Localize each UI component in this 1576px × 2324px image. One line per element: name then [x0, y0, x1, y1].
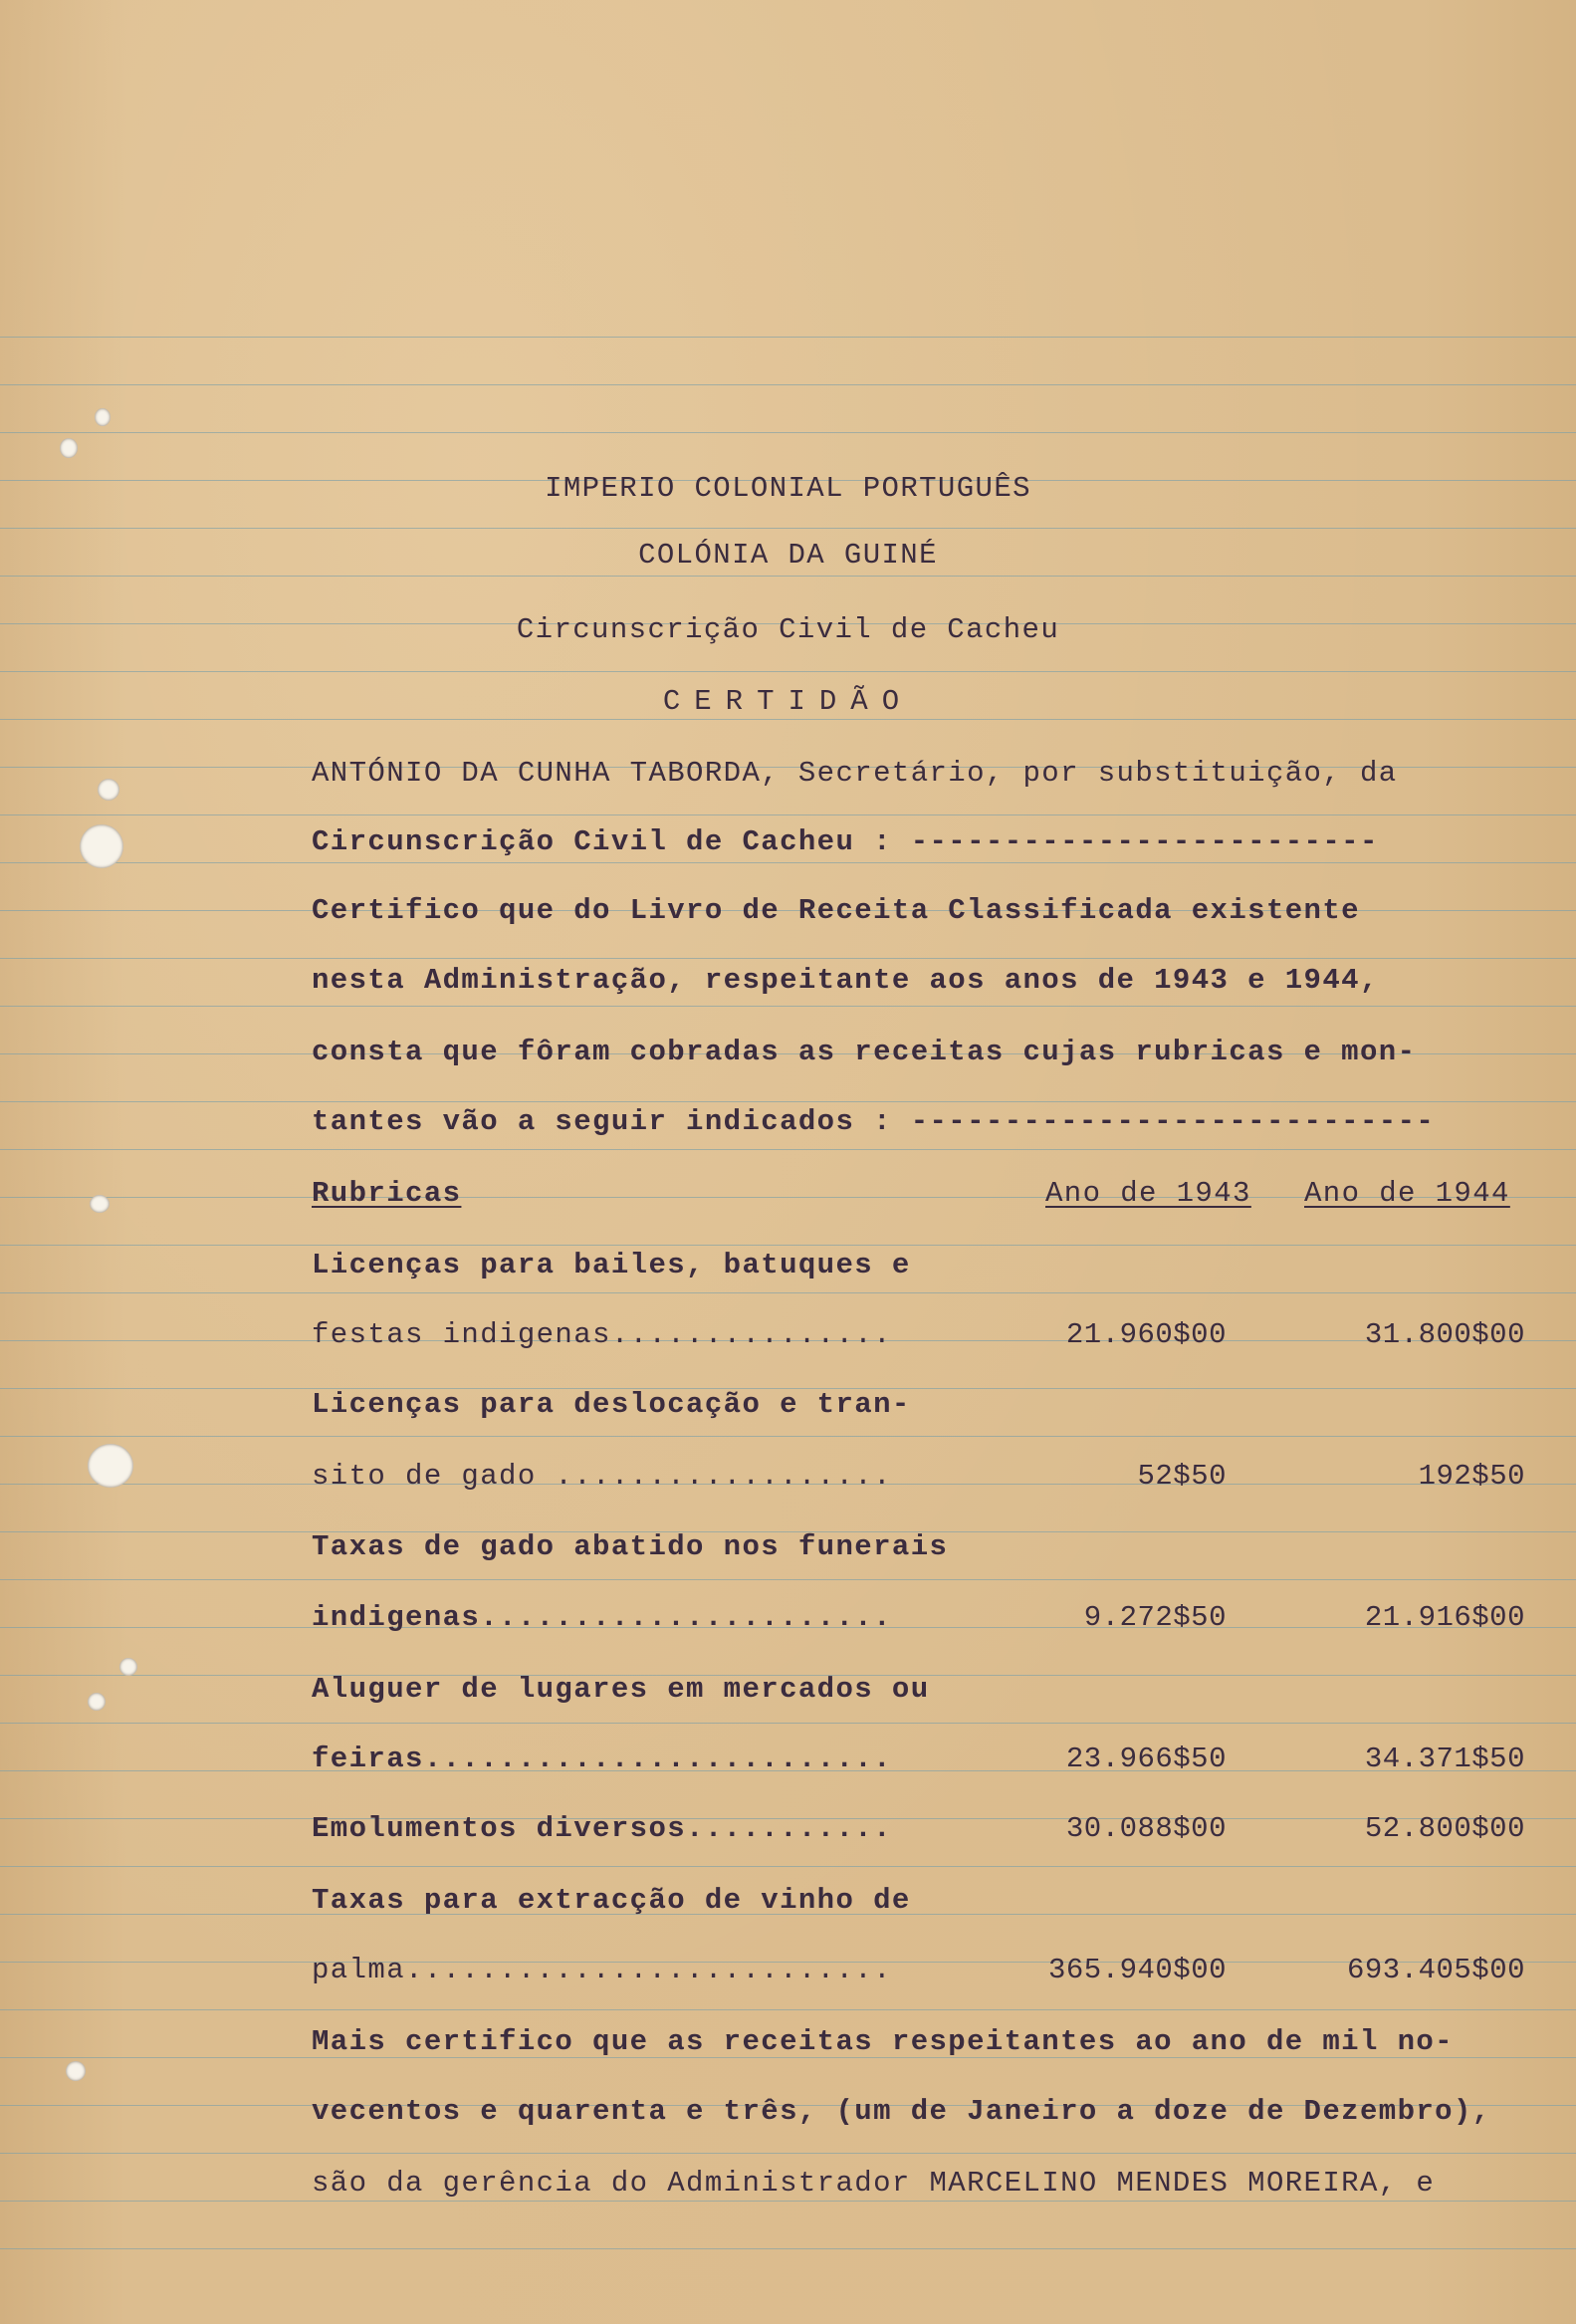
- column-header-1943: Ano de 1943: [1045, 1177, 1251, 1210]
- ruled-line: [0, 1436, 1576, 1437]
- ruled-line: [0, 1579, 1576, 1580]
- document-title: CERTIDÃO: [662, 685, 914, 718]
- value-1944: 34.371$50: [1364, 1743, 1525, 1775]
- intro-line: tantes vão a seguir indicados : ----------------------------: [312, 1105, 1436, 1138]
- intro-line: consta que fôram cobradas as receitas cujas rubricas e mon-: [312, 1036, 1417, 1068]
- value-1943: 30.088$00: [1065, 1812, 1227, 1845]
- ruled-line: [0, 1149, 1576, 1150]
- binder-hole: [60, 438, 78, 458]
- table-row-label: Taxas de gado abatido nos funerais: [312, 1530, 949, 1563]
- ruled-line: [0, 1006, 1576, 1007]
- header-empire: IMPERIO COLONIAL PORTUGUÊS: [545, 472, 1031, 505]
- column-header-1944: Ano de 1944: [1304, 1177, 1510, 1210]
- ruled-line: [0, 2201, 1576, 2202]
- value-1944: 31.800$00: [1364, 1318, 1525, 1351]
- table-row-label: festas indigenas...............: [312, 1318, 892, 1351]
- binder-hole: [95, 408, 111, 426]
- value-1944: 192$50: [1418, 1460, 1525, 1493]
- value-1944: 693.405$00: [1346, 1954, 1525, 1986]
- ruled-line: [0, 1101, 1576, 1102]
- value-1943: 52$50: [1137, 1460, 1227, 1493]
- table-row-label: Aluguer de lugares em mercados ou: [312, 1673, 930, 1706]
- binder-hole: [80, 824, 123, 868]
- value-1943: 9.272$50: [1083, 1601, 1227, 1634]
- binder-hole: [119, 1658, 137, 1676]
- value-1944: 52.800$00: [1364, 1812, 1525, 1845]
- value-1943: 365.940$00: [1047, 1954, 1227, 1986]
- ruled-line: [0, 862, 1576, 863]
- ruled-line: [0, 576, 1576, 577]
- value-1944: 21.916$00: [1364, 1601, 1525, 1634]
- table-row-label: Emolumentos diversos...........: [312, 1812, 892, 1845]
- intro-line: nesta Administração, respeitante aos anos de 1943 e 1944,: [312, 964, 1379, 997]
- table-row-label: Taxas para extracção de vinho de: [312, 1884, 911, 1917]
- ruled-line: [0, 432, 1576, 433]
- binder-hole: [88, 1444, 133, 1488]
- binder-hole: [88, 1693, 106, 1711]
- value-1943: 23.966$50: [1065, 1743, 1227, 1775]
- header-circumscription: Circunscrição Civil de Cacheu: [516, 613, 1060, 646]
- ruled-line: [0, 1245, 1576, 1246]
- ruled-line: [0, 719, 1576, 720]
- ruled-line: [0, 1866, 1576, 1867]
- binder-hole: [90, 1195, 110, 1213]
- ruled-line: [0, 384, 1576, 385]
- ruled-line: [0, 2153, 1576, 2154]
- intro-line: Circunscrição Civil de Cacheu : -------------------------: [312, 825, 1379, 858]
- ruled-line: [0, 1292, 1576, 1293]
- table-row-label: indigenas......................: [312, 1601, 892, 1634]
- table-row-label: Licenças para bailes, batuques e: [312, 1249, 911, 1281]
- ruled-line: [0, 671, 1576, 672]
- header-colony: COLÓNIA DA GUINÉ: [638, 539, 938, 572]
- value-1943: 21.960$00: [1065, 1318, 1227, 1351]
- binder-hole: [98, 779, 119, 801]
- ruled-line: [0, 2009, 1576, 2010]
- table-row-label: palma..........................: [312, 1954, 892, 1986]
- ruled-line: [0, 814, 1576, 815]
- closing-line: vecentos e quarenta e três, (um de Janeiro a doze de Dezembro),: [312, 2095, 1491, 2128]
- ruled-line: [0, 337, 1576, 338]
- intro-line: ANTÓNIO DA CUNHA TABORDA, Secretário, por substituição, da: [312, 757, 1398, 790]
- ruled-line: [0, 958, 1576, 959]
- closing-line: são da gerência do Administrador MARCELINO MENDES MOREIRA, e: [312, 2167, 1436, 2200]
- ruled-line: [0, 1723, 1576, 1724]
- table-row-label: feiras.........................: [312, 1743, 892, 1775]
- ruled-line: [0, 2248, 1576, 2249]
- table-row-label: sito de gado ..................: [312, 1460, 892, 1493]
- binder-hole: [66, 2061, 86, 2081]
- closing-line: Mais certifico que as receitas respeitantes ao ano de mil no-: [312, 2025, 1454, 2058]
- table-row-label: Licenças para deslocação e tran-: [312, 1388, 911, 1421]
- column-header-rubricas: Rubricas: [312, 1177, 462, 1210]
- intro-line: Certifico que do Livro de Receita Classificada existente: [312, 894, 1360, 927]
- ruled-line: [0, 528, 1576, 529]
